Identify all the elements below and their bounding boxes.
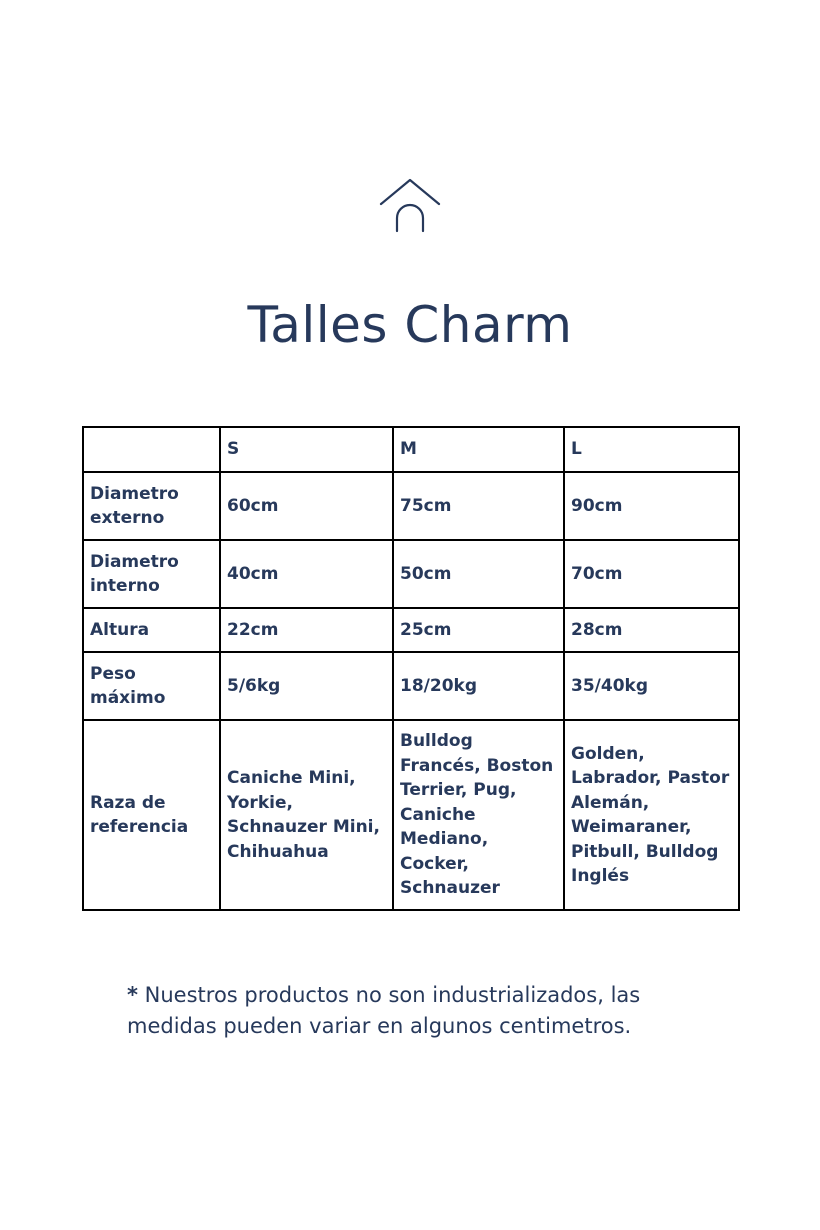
table-header-row (83, 427, 739, 472)
header-cell-s: S (220, 427, 393, 472)
table-row (83, 540, 739, 608)
cell-value: 18/20kg (393, 652, 564, 720)
footnote-text: Nuestros productos no son industrializados, las medidas pueden variar en algunos centimetros. (127, 983, 641, 1038)
table-row (83, 608, 739, 652)
row-label-peso-maximo: Peso máximo (83, 652, 220, 720)
row-label-diametro-interno: Diametro interno (83, 540, 220, 608)
page-title: Talles Charm (247, 296, 573, 354)
header-cell-m: M (393, 427, 564, 472)
cell-value: 22cm (220, 608, 393, 652)
cell-value: 75cm (393, 472, 564, 540)
cell-value: 25cm (393, 608, 564, 652)
header-cell-empty (83, 427, 220, 472)
row-label-diametro-externo: Diametro externo (83, 472, 220, 540)
cell-value: 40cm (220, 540, 393, 608)
row-label-altura: Altura (83, 608, 220, 652)
cell-value: Golden, Labrador, Pastor Alemán, Weimaraner, Pitbull, Bulldog Inglés (564, 720, 739, 910)
cell-value: 90cm (564, 472, 739, 540)
cell-value: 70cm (564, 540, 739, 608)
row-label-raza-de-referencia: Raza de referencia (83, 720, 220, 910)
cell-value: Bulldog Francés, Boston Terrier, Pug, Caniche Mediano, Cocker, Schnauzer (393, 720, 564, 910)
cell-value: 35/40kg (564, 652, 739, 720)
header-cell-l: L (564, 427, 739, 472)
cell-value: 5/6kg (220, 652, 393, 720)
footnote-asterisk: * (127, 983, 138, 1007)
cell-value: 60cm (220, 472, 393, 540)
size-table (82, 426, 740, 911)
cell-value: 50cm (393, 540, 564, 608)
footnote (127, 980, 727, 1042)
doghouse-icon (378, 174, 442, 236)
table-row (83, 472, 739, 540)
cell-value: Caniche Mini, Yorkie, Schnauzer Mini, Chihuahua (220, 720, 393, 910)
table-row (83, 720, 739, 910)
table-row (83, 652, 739, 720)
cell-value: 28cm (564, 608, 739, 652)
